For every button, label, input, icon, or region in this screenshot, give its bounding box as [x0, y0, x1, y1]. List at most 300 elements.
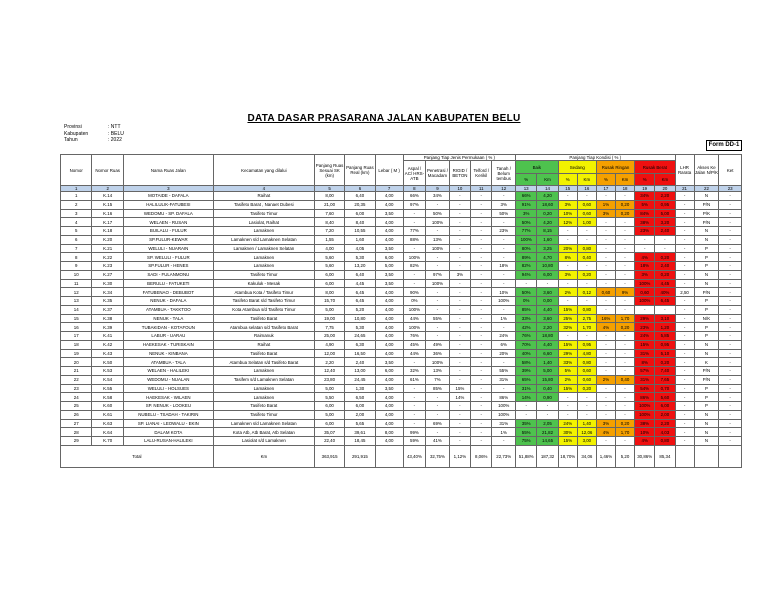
table-cell: 100%: [426, 244, 450, 253]
table-cell: Lasiolat, Raihat: [213, 218, 314, 227]
table-cell: 57%: [635, 367, 655, 376]
total-cell: 30,86%: [635, 445, 655, 467]
table-row: [61, 349, 742, 358]
table-cell: K.70: [92, 437, 123, 446]
table-cell: -: [449, 209, 470, 218]
table-cell: 15%: [558, 384, 577, 393]
table-cell: ATAMBUA - TALA: [123, 358, 213, 367]
table-cell: -: [596, 402, 615, 411]
table-cell: 4,45: [655, 279, 675, 288]
table-cell: 54%: [635, 384, 655, 393]
table-cell: 21,00: [314, 200, 344, 209]
table-cell: 4,05: [345, 244, 375, 253]
table-cell: -: [675, 367, 694, 376]
table-cell: -: [403, 358, 425, 367]
table-cell: 6,30: [345, 340, 375, 349]
table-cell: 3%: [516, 209, 537, 218]
table-cell: 3,50: [375, 358, 403, 367]
table-cell: 14: [61, 305, 92, 314]
index-cell: 4: [213, 186, 314, 192]
meta-key: Tahun: [64, 137, 78, 143]
table-cell: -: [471, 367, 492, 376]
total-cell: 34,06: [577, 445, 596, 467]
table-cell: 3,00: [577, 437, 596, 446]
unit-km: Km: [577, 174, 596, 186]
table-cell: 15,80: [537, 375, 558, 384]
table-cell: 4%: [635, 253, 655, 262]
table-cell: Raihat: [213, 192, 314, 201]
table-cell: 6,45: [655, 297, 675, 306]
table-cell: 2,20: [537, 323, 558, 332]
table-cell: K.20: [92, 235, 123, 244]
table-cell: SP. LIANAI - LEOWALU - EKIN: [123, 419, 213, 428]
table-cell: 4,00: [375, 288, 403, 297]
table-cell: NENUK - TALA: [123, 314, 213, 323]
table-cell: 8%: [558, 253, 577, 262]
table-cell: 16,50: [345, 349, 375, 358]
table-cell: -: [596, 235, 615, 244]
table-cell: -: [492, 218, 516, 227]
table-cell: Tasifem s/d Lamaknen Selatan: [213, 375, 314, 384]
hdr-berat: Rusak Berat: [635, 161, 675, 174]
table-cell: -: [492, 192, 516, 201]
table-cell: ATAMBUA - TAKKTOO: [123, 305, 213, 314]
table-cell: -: [558, 332, 577, 341]
table-cell: 23: [61, 384, 92, 393]
table-cell: WEDOMU - NUALAN: [123, 375, 213, 384]
table-cell: TUBAKIDAN - KOTAFOUN: [123, 323, 213, 332]
table-cell: 44%: [403, 349, 425, 358]
table-cell: -: [615, 305, 634, 314]
table-cell: 55%: [426, 314, 450, 323]
table-cell: 5,00: [314, 305, 344, 314]
table-cell: -: [471, 288, 492, 297]
table-cell: 88%: [403, 235, 425, 244]
table-cell: 2: [61, 200, 92, 209]
table-cell: 6,00: [375, 253, 403, 262]
table-cell: SP. NENUK - LOOKEU: [123, 402, 213, 411]
table-cell: -: [403, 419, 425, 428]
table-cell: -: [719, 235, 742, 244]
table-cell: -: [471, 262, 492, 271]
table-cell: 0,20: [655, 270, 675, 279]
table-cell: HALILULIK-FATUBESI: [123, 200, 213, 209]
table-cell: 0,40: [577, 253, 596, 262]
table-cell: K.27: [92, 270, 123, 279]
table-cell: -: [403, 410, 425, 419]
table-cell: -: [471, 253, 492, 262]
table-cell: -: [449, 375, 470, 384]
table-cell: 0,95: [577, 340, 596, 349]
table-cell: N: [694, 410, 719, 419]
table-cell: 82%: [403, 262, 425, 271]
table-cell: 33%: [558, 358, 577, 367]
hdr-panjang-real: Panjang Ruas Real (km): [345, 155, 375, 186]
table-cell: -: [558, 235, 577, 244]
table-cell: -: [615, 358, 634, 367]
table-cell: 5,00: [314, 410, 344, 419]
table-cell: 0,95: [655, 200, 675, 209]
table-cell: -: [471, 305, 492, 314]
table-cell: 0,80: [577, 244, 596, 253]
table-cell: -: [471, 393, 492, 402]
table-cell: -: [615, 393, 634, 402]
table-cell: -: [426, 402, 450, 411]
table-cell: 85%: [516, 305, 537, 314]
table-row: [61, 253, 742, 262]
table-cell: 100%: [426, 218, 450, 227]
unit-pct: %: [516, 174, 537, 186]
table-cell: -: [449, 358, 470, 367]
table-cell: -: [615, 410, 634, 419]
table-row: [61, 262, 742, 271]
table-cell: K.35: [92, 297, 123, 306]
table-cell: 4,80: [577, 349, 596, 358]
table-cell: 9: [61, 262, 92, 271]
index-cell: 18: [615, 186, 634, 192]
table-cell: 4,00: [375, 375, 403, 384]
table-cell: 12: [61, 288, 92, 297]
table-cell: -: [596, 279, 615, 288]
table-cell: 2,00: [655, 410, 675, 419]
table-cell: -: [675, 314, 694, 323]
table-cell: 50%: [426, 209, 450, 218]
table-cell: -: [675, 200, 694, 209]
table-cell: -: [577, 332, 596, 341]
table-cell: 2%: [558, 375, 577, 384]
table-cell: -: [537, 402, 558, 411]
table-cell: Atambua Selatan s/d Tasifeto Barat: [213, 358, 314, 367]
table-cell: K.14: [92, 192, 123, 201]
table-cell: 21: [61, 367, 92, 376]
table-cell: 34%: [635, 192, 655, 201]
table-cell: -: [615, 384, 634, 393]
table-cell: -: [516, 279, 537, 288]
table-cell: 14%: [516, 393, 537, 402]
table-cell: -: [449, 192, 470, 201]
table-cell: -: [426, 428, 450, 437]
table-cell: -: [492, 279, 516, 288]
table-cell: -: [596, 340, 615, 349]
table-cell: P: [694, 297, 719, 306]
table-cell: -: [615, 227, 634, 236]
table-cell: -: [449, 227, 470, 236]
index-cell: 1: [61, 186, 92, 192]
table-cell: -: [615, 279, 634, 288]
table-cell: -: [719, 253, 742, 262]
table-cell: -: [471, 218, 492, 227]
table-cell: Lasiolat s/d Lamaknen: [213, 437, 314, 446]
table-cell: 0%: [403, 297, 425, 306]
table-cell: 0,40: [615, 375, 634, 384]
table-cell: 4,00: [375, 200, 403, 209]
table-cell: Tasifeto Timur: [213, 410, 314, 419]
table-cell: 24,65: [345, 332, 375, 341]
table-cell: -: [471, 200, 492, 209]
total-cell: 1,46%: [596, 445, 615, 467]
table-cell: 0,60: [577, 367, 596, 376]
table-cell: N: [694, 192, 719, 201]
table-cell: K.21: [92, 244, 123, 253]
table-cell: -: [471, 410, 492, 419]
table-cell: 10,80: [345, 314, 375, 323]
table-cell: 1,40: [537, 358, 558, 367]
table-cell: 4,00: [375, 218, 403, 227]
table-row: [61, 323, 742, 332]
table-cell: 5,00: [375, 262, 403, 271]
table-cell: -: [471, 340, 492, 349]
unit-km: Km: [655, 174, 675, 186]
meta-key: Provinsi: [64, 124, 82, 130]
table-cell: -: [719, 262, 742, 271]
table-cell: -: [577, 410, 596, 419]
table-cell: 4,00: [375, 235, 403, 244]
table-row: [61, 314, 742, 323]
table-row: [61, 393, 742, 402]
table-cell: 6,00: [655, 402, 675, 411]
table-cell: P: [694, 305, 719, 314]
table-cell: 5,30: [345, 253, 375, 262]
table-cell: 0%: [516, 297, 537, 306]
table-row: [61, 297, 742, 306]
table-cell: -: [492, 358, 516, 367]
table-cell: -: [403, 209, 425, 218]
table-cell: -: [675, 305, 694, 314]
table-cell: -: [719, 297, 742, 306]
hdr-rigid: RIGID / BETON: [449, 161, 470, 186]
table-cell: -: [426, 297, 450, 306]
table-cell: -: [516, 410, 537, 419]
table-cell: 1,55: [314, 235, 344, 244]
total-cell: 51,88%: [516, 445, 537, 467]
index-cell: 17: [596, 186, 615, 192]
total-cell: Km: [213, 445, 314, 467]
table-cell: -: [719, 314, 742, 323]
table-cell: P: [694, 393, 719, 402]
table-row: [61, 402, 742, 411]
unit-pct: %: [558, 174, 577, 186]
table-cell: -: [426, 323, 450, 332]
table-cell: -: [675, 358, 694, 367]
table-cell: 0,20: [615, 209, 634, 218]
hdr-jenis-group: Panjang Tiap Jenis Permukaan ( % ): [403, 155, 515, 161]
table-cell: 16: [61, 323, 92, 332]
table-cell: -: [426, 410, 450, 419]
table-cell: 35,07: [314, 428, 344, 437]
table-cell: -: [471, 209, 492, 218]
table-cell: -: [558, 297, 577, 306]
table-cell: 15%: [558, 437, 577, 446]
table-cell: -: [577, 279, 596, 288]
table-cell: -: [719, 367, 742, 376]
table-cell: -: [403, 384, 425, 393]
table-cell: 12%: [558, 218, 577, 227]
table-cell: 21,82: [537, 428, 558, 437]
table-row: [61, 428, 742, 437]
table-cell: 25,00: [314, 332, 344, 341]
table-cell: 6,00: [314, 402, 344, 411]
table-cell: 50%: [492, 209, 516, 218]
table-cell: K.42: [92, 340, 123, 349]
table-cell: -: [558, 227, 577, 236]
table-cell: -: [471, 349, 492, 358]
table-cell: WELAEN - HALILEKI: [123, 367, 213, 376]
table-cell: 4,00: [375, 437, 403, 446]
table-cell: 100%: [426, 279, 450, 288]
table-cell: 5,50: [314, 393, 344, 402]
table-cell: -: [719, 209, 742, 218]
table-cell: K.53: [92, 367, 123, 376]
table-cell: 11: [61, 279, 92, 288]
hdr-sedang: Sedang: [558, 161, 596, 174]
table-row: [61, 305, 742, 314]
table-cell: 10,55: [345, 227, 375, 236]
table-cell: Lamaknen: [213, 393, 314, 402]
table-cell: 4,00: [375, 419, 403, 428]
table-cell: 19,00: [314, 314, 344, 323]
hdr-akses: Akses Ke Jalan N/P/K: [694, 155, 719, 186]
table-cell: 25%: [558, 314, 577, 323]
hdr-ringan: Rusak Ringan: [596, 161, 634, 174]
table-cell: Tasifeto Barat: [213, 402, 314, 411]
table-cell: -: [558, 402, 577, 411]
table-row: [61, 192, 742, 201]
table-cell: 23%: [492, 227, 516, 236]
table-cell: 3,50: [375, 244, 403, 253]
hdr-nomor: Nomor: [61, 155, 92, 186]
table-cell: 4,00: [375, 192, 403, 201]
table-cell: -: [471, 235, 492, 244]
total-cell: 18,70%: [558, 445, 577, 467]
hdr-panjang-sk: Panjang Ruas Sesuai SK (km): [314, 155, 344, 186]
table-cell: 55%: [516, 428, 537, 437]
table-row: [61, 218, 742, 227]
table-cell: 100%: [492, 410, 516, 419]
table-cell: N: [694, 270, 719, 279]
table-cell: 3,60: [537, 288, 558, 297]
table-cell: -: [675, 235, 694, 244]
table-cell: 65%: [516, 375, 537, 384]
table-cell: 5,20: [345, 305, 375, 314]
table-cell: -: [655, 235, 675, 244]
table-cell: -: [719, 227, 742, 236]
table-cell: K.34: [92, 288, 123, 297]
table-cell: -: [449, 235, 470, 244]
table-cell: -: [471, 384, 492, 393]
table-cell: K.23: [92, 262, 123, 271]
table-cell: 45%: [403, 340, 425, 349]
table-cell: -: [675, 332, 694, 341]
table-cell: K.64: [92, 428, 123, 437]
table-cell: 1,40: [577, 419, 596, 428]
table-cell: 4,00: [375, 227, 403, 236]
table-cell: 0,60: [577, 209, 596, 218]
table-cell: P: [694, 253, 719, 262]
table-cell: 100%: [516, 235, 537, 244]
table-cell: K.60: [92, 402, 123, 411]
table-cell: 0,80: [577, 305, 596, 314]
table-cell: -: [655, 305, 675, 314]
table-cell: 31%: [635, 349, 655, 358]
meta-value: : BELU: [108, 130, 124, 137]
table-cell: -: [635, 305, 655, 314]
table-cell: 8%: [635, 358, 655, 367]
table-cell: 4,00: [375, 410, 403, 419]
table-cell: 2,00: [345, 410, 375, 419]
table-cell: 17: [61, 332, 92, 341]
table-cell: 2,40: [345, 358, 375, 367]
table-cell: K.15: [92, 200, 123, 209]
table-cell: 100%: [635, 279, 655, 288]
table-cell: 32%: [558, 323, 577, 332]
table-cell: 5,00: [314, 384, 344, 393]
table-cell: 77%: [516, 227, 537, 236]
table-cell: -: [577, 402, 596, 411]
table-cell: 40%: [655, 288, 675, 297]
table-cell: 23%: [635, 323, 655, 332]
table-cell: P/N: [694, 218, 719, 227]
table-cell: 66%: [403, 192, 425, 201]
table-cell: -: [449, 349, 470, 358]
table-cell: -: [719, 332, 742, 341]
table-cell: Tasifeto Barat: [213, 349, 314, 358]
table-cell: P: [694, 332, 719, 341]
table-cell: -: [719, 437, 742, 446]
table-cell: -: [471, 323, 492, 332]
table-cell: N: [694, 428, 719, 437]
table-cell: -: [426, 305, 450, 314]
table-cell: 58%: [516, 358, 537, 367]
table-cell: 6,60: [537, 349, 558, 358]
table-cell: 1%: [492, 314, 516, 323]
table-cell: -: [492, 270, 516, 279]
table-cell: 100%: [635, 410, 655, 419]
meta-value: : 2022: [108, 137, 122, 143]
table-cell: 13%: [426, 367, 450, 376]
meta-value: : NTT: [108, 124, 121, 130]
table-cell: MOTAIDE - DAFALA: [123, 192, 213, 201]
table-cell: 61%: [403, 375, 425, 384]
table-cell: 100%: [635, 402, 655, 411]
table-cell: 84%: [635, 209, 655, 218]
hdr-kondisi-group: Panjang Tiap Kondisi ( % ): [516, 155, 676, 161]
table-cell: -: [558, 279, 577, 288]
table-cell: 5,65: [345, 419, 375, 428]
table-cell: P: [694, 262, 719, 271]
table-row: [61, 209, 742, 218]
table-cell: -: [596, 305, 615, 314]
table-cell: K.61: [92, 410, 123, 419]
table-cell: 4,00: [375, 332, 403, 341]
table-cell: 7,60: [314, 209, 344, 218]
table-cell: 5,60: [314, 253, 344, 262]
table-cell: -: [615, 332, 634, 341]
table-cell: 20,35: [345, 200, 375, 209]
index-cell: 16: [577, 186, 596, 192]
table-row: [61, 332, 742, 341]
table-cell: -: [426, 200, 450, 209]
table-cell: -: [403, 402, 425, 411]
table-cell: 4%: [635, 437, 655, 446]
table-cell: 0,60: [635, 288, 655, 297]
table-cell: 4,00: [314, 244, 344, 253]
table-cell: -: [403, 270, 425, 279]
table-cell: P: [694, 244, 719, 253]
table-cell: 13%: [426, 235, 450, 244]
table-cell: 13,00: [345, 367, 375, 376]
table-cell: -: [596, 297, 615, 306]
table-cell: 20: [61, 358, 92, 367]
